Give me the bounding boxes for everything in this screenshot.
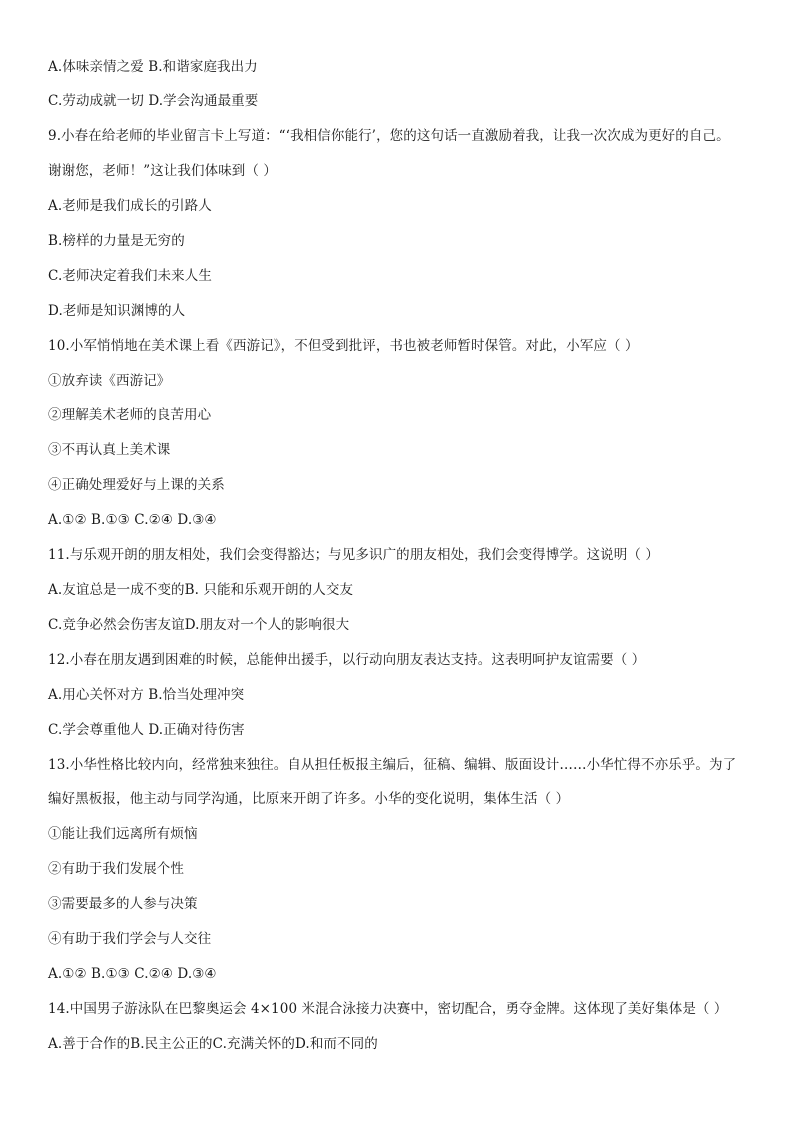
q9-stem-cont: 谢谢您，老师！”这让我们体味到（ ）	[48, 163, 277, 179]
q13-item-4: ④有助于我们学会与人交往	[48, 931, 212, 947]
q10-options: A.①② B.①③ C.②④ D.③④	[48, 512, 217, 528]
q12-stem: 12.小春在朋友遇到困难的时候，总能伸出援手，以行动向朋友表达支持。这表明呵护友谊需要（ ）	[48, 652, 646, 668]
q13-options: A.①② B.①③ C.②④ D.③④	[48, 966, 217, 982]
q14-stem: 14.中国男子游泳队在巴黎奥运会 4×100 米混合泳接力决赛中，密切配合，勇夺金牌。这体现了美好集体是（ ）	[48, 1001, 728, 1017]
q11-options-cd: C.竞争必然会伤害友谊D.朋友对一个人的影响很大	[48, 617, 350, 633]
q14-options: A.善于合作的B.民主公正的C.充满关怀的D.和而不同的	[48, 1036, 378, 1052]
q13-item-1: ①能让我们远离所有烦恼	[48, 826, 198, 842]
q13-stem: 13.小华性格比较内向，经常独来独往。自从担任板报主编后，征稿、编辑、版面设计……小华忙得不亦乐乎。为了	[48, 757, 737, 773]
q10-stem: 10.小军悄悄地在美术课上看《西游记》，不但受到批评，书也被老师暂时保管。对此，小军应（ ）	[48, 338, 639, 354]
q13-stem-cont: 编好黑板报，他主动与同学沟通，比原来开朗了许多。小华的变化说明，集体生活（ ）	[48, 791, 570, 807]
q9-stem: 9.小春在给老师的毕业留言卡上写道：“‘我相信你能行’，您的这句话一直激励着我，让我一次次成为更好的自己。	[48, 128, 730, 144]
q10-item-3: ③不再认真上美术课	[48, 442, 171, 458]
q11-options-ab: A.友谊总是一成不变的B. 只能和乐观开朗的人交友	[48, 582, 354, 598]
q9-option-a: A.老师是我们成长的引路人	[48, 198, 212, 214]
q10-item-4: ④正确处理爱好与上课的关系	[48, 477, 225, 493]
q10-item-1: ①放弃读《西游记》	[48, 373, 171, 389]
q9-option-c: C.老师决定着我们未来人生	[48, 268, 212, 284]
q12-options-ab: A.用心关怀对方 B.恰当处理冲突	[48, 687, 245, 703]
q10-item-2: ②理解美术老师的良苦用心	[48, 407, 212, 423]
q8-options-cd: C.劳动成就一切 D.学会沟通最重要	[48, 93, 259, 109]
q12-options-cd: C.学会尊重他人 D.正确对待伤害	[48, 722, 245, 738]
q9-option-b: B.榜样的力量是无穷的	[48, 233, 185, 249]
q8-options-ab: A.体味亲情之爱 B.和谐家庭我出力	[48, 59, 258, 75]
q13-item-2: ②有助于我们发展个性	[48, 861, 184, 877]
q11-stem: 11.与乐观开朗的朋友相处，我们会变得豁达；与见多识广的朋友相处，我们会变得博学。这说明（ ）	[48, 547, 659, 563]
q9-option-d: D.老师是知识渊博的人	[48, 303, 186, 319]
q13-item-3: ③需要最多的人参与决策	[48, 896, 198, 912]
